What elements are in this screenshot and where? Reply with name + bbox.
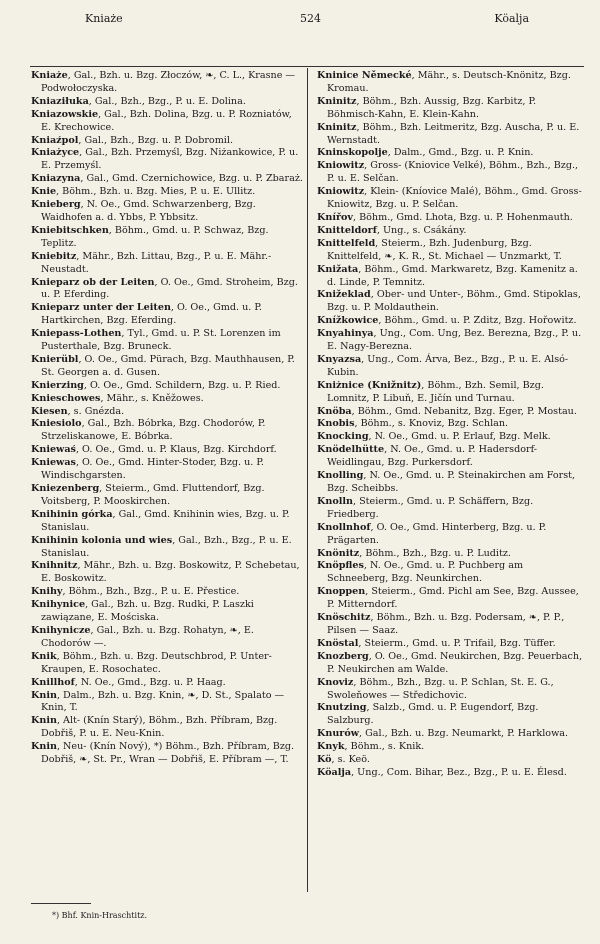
page-number: 524 — [300, 12, 321, 25]
gazetteer-entry: Knihynice, Gal., Bzh. u. Bzg. Rudki, P. Laszki zawiązane, E. Mościska. — [31, 599, 254, 624]
footnote-rule — [31, 903, 91, 904]
gazetteer-entry: Knöba, Böhm., Gmd. Nebanitz, Bzg. Eger, P. Mostau. — [317, 405, 577, 417]
gazetteer-entry: Knoppen, Steierm., Gmd. Pichl am See, Bzg. Aussee, P. Mitterndorf. — [317, 586, 579, 611]
gazetteer-entry: Kninitz, Böhm., Bzh. Aussig, Bzg. Karbitz, P. Böhmisch-Kahn, E. Klein-Kahn. — [317, 95, 537, 120]
gazetteer-entry: Kniżnice (Knižnitz), Böhm., Bzh. Semil, Bzg. Lomnitz, P. Libuň, E. Jičín und Turnau. — [317, 379, 544, 404]
left-column — [31, 70, 303, 767]
gazetteer-entry: Kniazyna, Gal., Gmd. Czernichowice, Bzg. u. P. Zbaraż. — [31, 173, 303, 185]
gazetteer-entry: Kniażyce, Gal., Bzh. Przemyśl, Bzg. Niżankowice, P. u. E. Przemyśl. — [31, 147, 299, 172]
column-divider — [307, 68, 308, 892]
gazetteer-entry: Köalja, Ung., Com. Bihar, Bez., Bzg., P. u. E. Élesd. — [317, 766, 567, 778]
gazetteer-entry: Kniepass-Lothen, Tyl., Gmd. u. P. St. Lorenzen im Pusterthale, Bzg. Bruneck. — [31, 328, 281, 353]
gazetteer-entry: Knitteldorf, Ung., s. Csákány. — [317, 224, 467, 236]
footnote: *) Bhf. Knin-Hraschtitz. — [52, 911, 148, 920]
gazetteer-entry: Kniowitz, Gross- (Kniovice Velké), Böhm., Bzh., Bzg., P. u. E. Selčan. — [317, 160, 579, 185]
gazetteer-entry: Knižeklad, Ober- und Unter-, Böhm., Gmd. Stipoklas, Bzg. u. P. Moldauthein. — [317, 289, 581, 314]
gazetteer-entry: Knillhof, N. Oe., Gmd., Bzg. u. P. Haag. — [31, 676, 226, 688]
gazetteer-entry: Kniaźpol, Gal., Bzh., Bzg. u. P. Dobromil. — [31, 134, 233, 146]
gazetteer-entry: Knin, Alt- (Knín Starý), Böhm., Bzh. Příbram, Bzg. Dobřiš, P. u. E. Neu-Knin. — [31, 715, 278, 740]
gazetteer-entry: Knyahinya, Ung., Com. Ung, Bez. Berezna, Bzg., P. u. E. Nagy-Berezna. — [317, 328, 582, 353]
gazetteer-entry: Knik, Böhm., Bzh. u. Bzg. Deutschbrod, P. Unter-Kraupen, E. Rosochatec. — [31, 650, 272, 675]
gazetteer-entry: Knieberg, N. Oe., Gmd. Schwarzenberg, Bzg. Waidhofen a. d. Ybbs, P. Ybbsitz. — [31, 199, 256, 223]
gazetteer-entry: Knobis, Böhm., s. Knoviz, Bzg. Schlan. — [317, 418, 509, 430]
gazetteer-entry: Knollnhof, O. Oe., Gmd. Hinterberg, Bzg. u. P. Prägarten. — [317, 521, 547, 546]
gazetteer-entry: Knolln, Steierm., Gmd. u. P. Schäffern, Bzg. Friedberg. — [317, 495, 534, 520]
gazetteer-entry: Knieparz unter der Leiten, O. Oe., Gmd. u. P. Hartkirchen, Bzg. Eferding. — [31, 302, 262, 327]
gazetteer-entry: Kniewas, O. Oe., Gmd. Hinter-Stoder, Bzg. u. P. Windischgarsten. — [31, 457, 264, 482]
gazetteer-entry: Knihinin kolonia und wies, Gal., Bzh., Bzg., P. u. E. Stanislau. — [31, 534, 292, 559]
gazetteer-entry: Kniesiolo, Gal., Bzh. Bóbrka, Bzg. Chodorów, P. Strzeliskanowe, E. Bóbrka. — [31, 418, 266, 443]
running-head-right: Köalja — [494, 12, 529, 25]
gazetteer-entry: Knin, Dalm., Bzh. u. Bzg. Knin, ❧, D. St., Spalato — Knin, T. — [31, 689, 285, 714]
header-rule — [30, 66, 584, 67]
gazetteer-entry: Knižata, Böhm., Gmd. Markwaretz, Bzg. Kamenitz a. d. Linde, P. Temnitz. — [317, 263, 578, 288]
gazetteer-entry: Knířov, Böhm., Gmd. Lhota, Bzg. u. P. Hohenmauth. — [317, 211, 573, 223]
gazetteer-entry: Knížkowice, Böhm., Gmd. u. P. Zditz, Bzg. Hořowitz. — [317, 315, 577, 327]
gazetteer-entry: Kiesen, s. Gnézda. — [31, 405, 125, 417]
gazetteer-entry: Knihnitz, Mähr., Bzh. u. Bzg. Boskowitz, P. Schebetau, E. Boskowitz. — [31, 560, 300, 585]
page-header — [30, 6, 584, 28]
gazetteer-entry: Knieparz ob der Leiten, O. Oe., Gmd. Stroheim, Bzg. u. P. Eferding. — [31, 276, 298, 301]
gazetteer-entry: Knyazsa, Ung., Com. Árva, Bez., Bzg., P. u. E. Alsó-Kubin. — [317, 353, 569, 378]
gazetteer-entry: Kniebitschken, Böhm., Gmd. u. P. Schwaz, Bzg. Teplitz. — [31, 224, 269, 249]
right-column — [317, 70, 587, 780]
gazetteer-entry: Kniaziłuka, Gal., Bzh., Bzg., P. u. E. Dolina. — [31, 95, 246, 107]
gazetteer-entry: Knöpfles, N. Oe., Gmd. u. P. Puchberg am Schneeberg, Bzg. Neunkirchen. — [317, 560, 524, 585]
gazetteer-entry: Knödelhütte, N. Oe., Gmd. u. P. Hadersdorf-Weidlingau, Bzg. Purkersdorf. — [317, 444, 538, 469]
gazetteer-entry: Kninskopolje, Dalm., Gmd., Bzg. u. P. Knin. — [317, 147, 534, 159]
gazetteer-entry: Kniewaś, O. Oe., Gmd. u. P. Klaus, Bzg. Kirchdorf. — [31, 444, 277, 456]
gazetteer-entry: Kniazowskie, Gal., Bzh. Dolina, Bzg. u. P. Rozniatów, E. Krechowice. — [31, 108, 292, 133]
gazetteer-entry: Knocking, N. Oe., Gmd. u. P. Erlauf, Bzg. Melk. — [317, 431, 551, 443]
gazetteer-entry: Knöstal, Steierm., Gmd. u. P. Trifail, Bzg. Tüffer. — [317, 637, 556, 649]
gazetteer-entry: Knönitz, Böhm., Bzh., Bzg. u. P. Luditz. — [317, 547, 511, 559]
gazetteer-entry: Knihynicze, Gal., Bzh. u. Bzg. Rohatyn, ❧, E. Chodorów —. — [31, 624, 254, 649]
gazetteer-entry: Knieschowes, Mähr., s. Kněžowes. — [31, 392, 204, 404]
gazetteer-entry: Knierzing, O. Oe., Gmd. Schildern, Bzg. u. P. Ried. — [31, 379, 281, 391]
gazetteer-entry: Kö, s. Keö. — [317, 754, 370, 766]
gazetteer-entry: Knurów, Gal., Bzh. u. Bzg. Neumarkt, P. Harklowa. — [317, 728, 569, 740]
gazetteer-entry: Kninitz, Böhm., Bzh. Leitmeritz, Bzg. Auscha, P. u. E. Wernstadt. — [317, 121, 580, 146]
gazetteer-entry: Knin, Neu- (Knín Nový), *) Böhm., Bzh. Příbram, Bzg. Dobřiš, ❧, St. Pr., Wran — Dobřiš, E. Příbram —, T. — [31, 741, 295, 766]
gazetteer-entry: Kniebitz, Mähr., Bzh. Littau, Bzg., P. u. E. Mähr.-Neustadt. — [31, 250, 272, 275]
gazetteer-entry: Kniaże, Gal., Bzh. u. Bzg. Złoczów, ❧, C. L., Krasne — Podwołoczyska. — [31, 70, 296, 94]
gazetteer-entry: Knihinin górka, Gal., Gmd. Knihinin wies, Bzg. u. P. Stanislau. — [31, 508, 290, 533]
gazetteer-entry: Knutzing, Salzb., Gmd. u. P. Eugendorf, Bzg. Salzburg. — [317, 702, 539, 727]
gazetteer-entry: Knierübl, O. Oe., Gmd. Pürach, Bzg. Mauthhausen, P. St. Georgen a. d. Gusen. — [31, 353, 295, 378]
gazetteer-entry: Knittelfeld, Steierm., Bzh. Judenburg, Bzg. Knittelfeld, ❧, K. R., St. Michael — Unzmarkt, T. — [317, 237, 562, 262]
gazetteer-entry: Kninice Německé, Mähr., s. Deutsch-Knönitz, Bzg. Kromau. — [317, 70, 571, 94]
gazetteer-entry: Knie, Böhm., Bzh. u. Bzg. Mies, P. u. E. Ullitz. — [31, 186, 256, 198]
gazetteer-entry: Knozberg, O. Oe., Gmd. Neukirchen, Bzg. Peuerbach, P. Neukirchen am Walde. — [317, 650, 583, 675]
running-head-left: Kniaże — [85, 12, 123, 25]
gazetteer-entry: Knolling, N. Oe., Gmd. u. P. Steinakirchen am Forst, Bzg. Scheibbs. — [317, 470, 576, 494]
gazetteer-entry: Knöschitz, Böhm., Bzh. u. Bzg. Podersam, ❧, P. P., Pilsen — Saaz. — [317, 612, 565, 636]
gazetteer-entry: Kniezenberg, Steierm., Gmd. Fluttendorf, Bzg. Voitsberg, P. Mooskirchen. — [31, 483, 265, 507]
gazetteer-entry: Knyk, Böhm., s. Knik. — [317, 741, 425, 753]
gazetteer-entry: Knoviz, Böhm., Bzh., Bzg. u. P. Schlan, St. E. G., Swoleňowes — Středichovic. — [317, 676, 554, 701]
gazetteer-entry: Knihy, Böhm., Bzh., Bzg., P. u. E. Přestice. — [31, 586, 240, 598]
gazetteer-entry: Kniowitz, Klein- (Kníovice Malé), Böhm., Gmd. Gross-Kniowitz, Bzg. u. P. Selčan. — [317, 186, 582, 211]
